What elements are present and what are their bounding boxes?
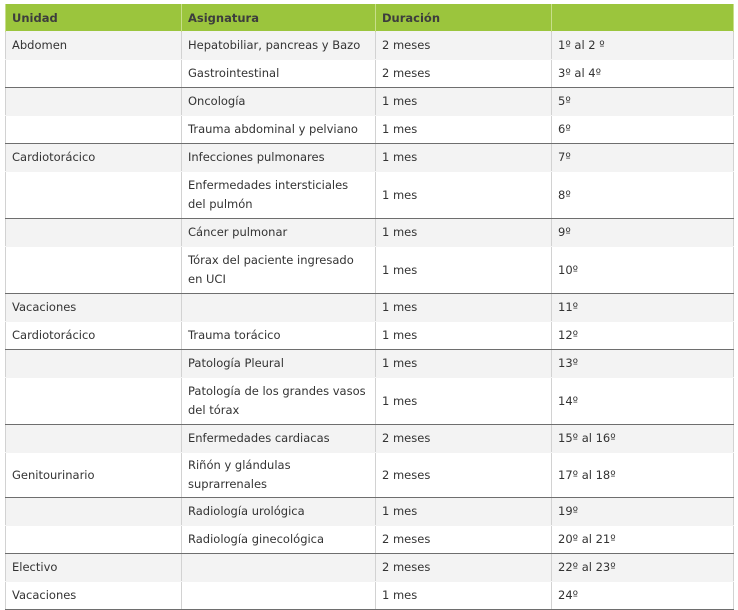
cell-unidad: Vacaciones	[6, 294, 182, 322]
cell-asignatura: Enfermedades intersticiales del pulmón	[182, 172, 376, 219]
header-asignatura: Asignatura	[182, 4, 376, 32]
cell-asignatura: Tórax del paciente ingresado en UCI	[182, 247, 376, 294]
cell-periodo: 17º al 18º	[552, 453, 734, 498]
cell-duracion: 1 mes	[376, 219, 552, 247]
cell-duracion: 1 mes	[376, 116, 552, 144]
cell-asignatura: Patología Pleural	[182, 350, 376, 378]
cell-duracion: 2 meses	[376, 453, 552, 498]
cell-unidad	[6, 247, 182, 294]
cell-unidad: Genitourinario	[6, 453, 182, 498]
cell-periodo: 10º	[552, 247, 734, 294]
cell-unidad	[6, 425, 182, 453]
cell-duracion: 2 meses	[376, 554, 552, 582]
table-row	[6, 554, 734, 582]
cell-duracion: 2 meses	[376, 425, 552, 453]
cell-duracion: 1 mes	[376, 144, 552, 172]
cell-duracion: 1 mes	[376, 322, 552, 350]
cell-unidad	[6, 350, 182, 378]
table-row	[6, 60, 734, 88]
table-row	[6, 219, 734, 247]
cell-periodo: 12º	[552, 322, 734, 350]
cell-asignatura: Trauma abdominal y pelviano	[182, 116, 376, 144]
cell-duracion: 1 mes	[376, 582, 552, 610]
table-body	[6, 32, 734, 610]
cell-duracion: 1 mes	[376, 247, 552, 294]
cell-asignatura	[182, 554, 376, 582]
cell-asignatura: Gastrointestinal	[182, 60, 376, 88]
cell-asignatura: Infecciones pulmonares	[182, 144, 376, 172]
cell-periodo: 11º	[552, 294, 734, 322]
cell-periodo: 3º al 4º	[552, 60, 734, 88]
cell-periodo: 20º al 21º	[552, 526, 734, 554]
header-unidad: Unidad	[6, 4, 182, 32]
cell-unidad	[6, 88, 182, 116]
header-duracion: Duración	[376, 4, 552, 32]
header-periodo	[552, 4, 734, 32]
table-row	[6, 350, 734, 378]
table-row	[6, 172, 734, 219]
cell-asignatura	[182, 294, 376, 322]
cell-periodo: 24º	[552, 582, 734, 610]
cell-duracion: 1 mes	[376, 294, 552, 322]
cell-asignatura: Trauma torácico	[182, 322, 376, 350]
cell-duracion: 1 mes	[376, 350, 552, 378]
cell-periodo: 19º	[552, 498, 734, 526]
cell-unidad: Electivo	[6, 554, 182, 582]
cell-asignatura: Patología de los grandes vasos del tórax	[182, 378, 376, 425]
cell-unidad: Abdomen	[6, 32, 182, 60]
cell-asignatura: Oncología	[182, 88, 376, 116]
cell-unidad	[6, 498, 182, 526]
cell-unidad: Cardiotorácico	[6, 322, 182, 350]
cell-duracion: 2 meses	[376, 32, 552, 60]
cell-asignatura: Radiología ginecológica	[182, 526, 376, 554]
table-row	[6, 498, 734, 526]
cell-duracion: 2 meses	[376, 60, 552, 88]
table-row	[6, 425, 734, 453]
table-row	[6, 144, 734, 172]
cell-asignatura: Cáncer pulmonar	[182, 219, 376, 247]
cell-asignatura	[182, 582, 376, 610]
cell-periodo: 22º al 23º	[552, 554, 734, 582]
cell-periodo: 1º al 2 º	[552, 32, 734, 60]
table-row	[6, 526, 734, 554]
cell-unidad	[6, 60, 182, 88]
cell-duracion: 1 mes	[376, 378, 552, 425]
cell-duracion: 2 meses	[376, 526, 552, 554]
cell-periodo: 14º	[552, 378, 734, 425]
cell-unidad	[6, 219, 182, 247]
table-row	[6, 116, 734, 144]
cell-periodo: 9º	[552, 219, 734, 247]
table-row	[6, 322, 734, 350]
cell-unidad: Vacaciones	[6, 582, 182, 610]
cell-periodo: 15º al 16º	[552, 425, 734, 453]
cell-unidad	[6, 116, 182, 144]
table-row	[6, 32, 734, 60]
rotation-schedule-table	[5, 4, 734, 610]
cell-duracion: 1 mes	[376, 498, 552, 526]
table-row	[6, 453, 734, 498]
cell-periodo: 8º	[552, 172, 734, 219]
table-row	[6, 378, 734, 425]
cell-duracion: 1 mes	[376, 172, 552, 219]
cell-unidad	[6, 526, 182, 554]
cell-duracion: 1 mes	[376, 88, 552, 116]
table-row	[6, 294, 734, 322]
cell-unidad	[6, 378, 182, 425]
cell-asignatura: Riñón y glándulas suprarrenales	[182, 453, 376, 498]
table-row	[6, 88, 734, 116]
header-row	[6, 4, 734, 32]
table-row	[6, 247, 734, 294]
cell-asignatura: Enfermedades cardiacas	[182, 425, 376, 453]
table-row	[6, 582, 734, 610]
cell-periodo: 6º	[552, 116, 734, 144]
cell-unidad: Cardiotorácico	[6, 144, 182, 172]
cell-asignatura: Hepatobiliar, pancreas y Bazo	[182, 32, 376, 60]
cell-periodo: 5º	[552, 88, 734, 116]
cell-unidad	[6, 172, 182, 219]
cell-periodo: 13º	[552, 350, 734, 378]
cell-asignatura: Radiología urológica	[182, 498, 376, 526]
cell-periodo: 7º	[552, 144, 734, 172]
table-header	[6, 4, 734, 32]
